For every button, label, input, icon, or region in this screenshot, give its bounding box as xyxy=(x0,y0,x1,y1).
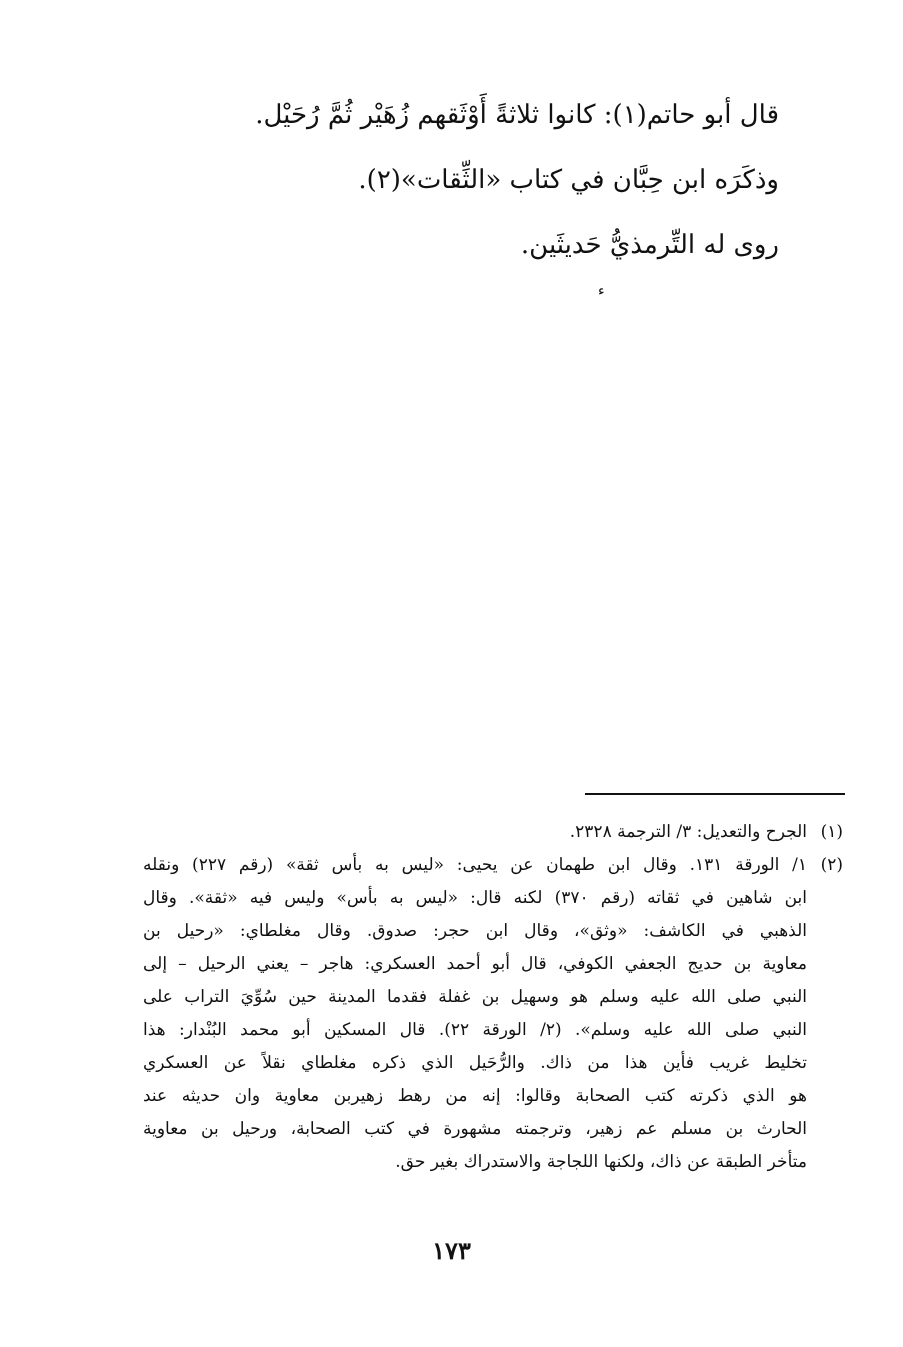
footnote-line: الذهبي في الكاشف: «وثق»، وقال ابن حجر: صدوق. وقال مغلطاي: «رحيل بن xyxy=(143,921,807,941)
footnote-line: النبي صلى الله عليه وسلم». (٢/ الورقة ٢٢). قال المسكين أبو محمد البُنْدار: هذا xyxy=(143,1020,808,1040)
footnotes xyxy=(143,816,843,1179)
main-text-line-2: وذكَرَه ابن حِبَّان في كتاب «الثِّقات»(٢). xyxy=(358,165,779,195)
footnote-line: تخليط غريب فأين هذا من ذاك. والرُّحَيل الذي ذكره مغلطاي نقلاً عن العسكري xyxy=(143,1053,807,1073)
footnote-number: (٢) xyxy=(820,855,843,875)
footnote-number: (١) xyxy=(820,822,843,842)
footnote-line: معاوية بن حديج الجعفي الكوفي، قال أبو أحمد العسكري: هاجر – يعني الرحيل – إلى xyxy=(143,954,807,974)
footnote-separator xyxy=(585,793,845,795)
main-text-line-3: روى له التِّرمذيُّ حَديثَين. xyxy=(520,230,779,260)
footnote-line: الجرح والتعديل: ٣/ الترجمة ٢٣٢٨. xyxy=(569,822,807,842)
footnote-2 xyxy=(143,849,843,1179)
footnote-line: ابن شاهين في ثقاته (رقم ٣٧٠) لكنه قال: «ليس به بأس» وليس فيه «ثقة». وقال xyxy=(143,888,807,908)
footnote-body xyxy=(143,816,807,849)
footnote-line: الحارث بن مسلم عم زهير، وترجمته مشهورة في كتب الصحابة، ورحيل بن معاوية xyxy=(143,1119,807,1139)
footnote-line: هو الذي ذكرته كتب الصحابة وقالوا: إنه من رهط زهيربن معاوية وان حديثه عند xyxy=(143,1086,807,1106)
page-number: ١٧٣ xyxy=(432,1236,471,1265)
hamza-mark: ء xyxy=(598,283,605,299)
footnote-1 xyxy=(143,816,843,849)
main-text-line-1: قال أبو حاتم(١): كانوا ثلاثةً أَوْثَقهم زُهَيْر ثُمَّ رُحَيْل. xyxy=(255,100,779,130)
footnote-line: النبي صلى الله عليه وسلم هو وسهيل بن غفلة فقدما المدينة حين سُوِّيَ التراب على xyxy=(143,987,807,1007)
footnote-line: متأخر الطبقة عن ذاك، ولكنها اللجاجة والاستدراك بغير حق. xyxy=(395,1152,807,1172)
footnote-line: ١/ الورقة ١٣١. وقال ابن طهمان عن يحيى: «ليس به بأس ثقة» (رقم ٢٢٧) ونقله xyxy=(143,855,807,875)
footnote-body xyxy=(143,849,807,1179)
